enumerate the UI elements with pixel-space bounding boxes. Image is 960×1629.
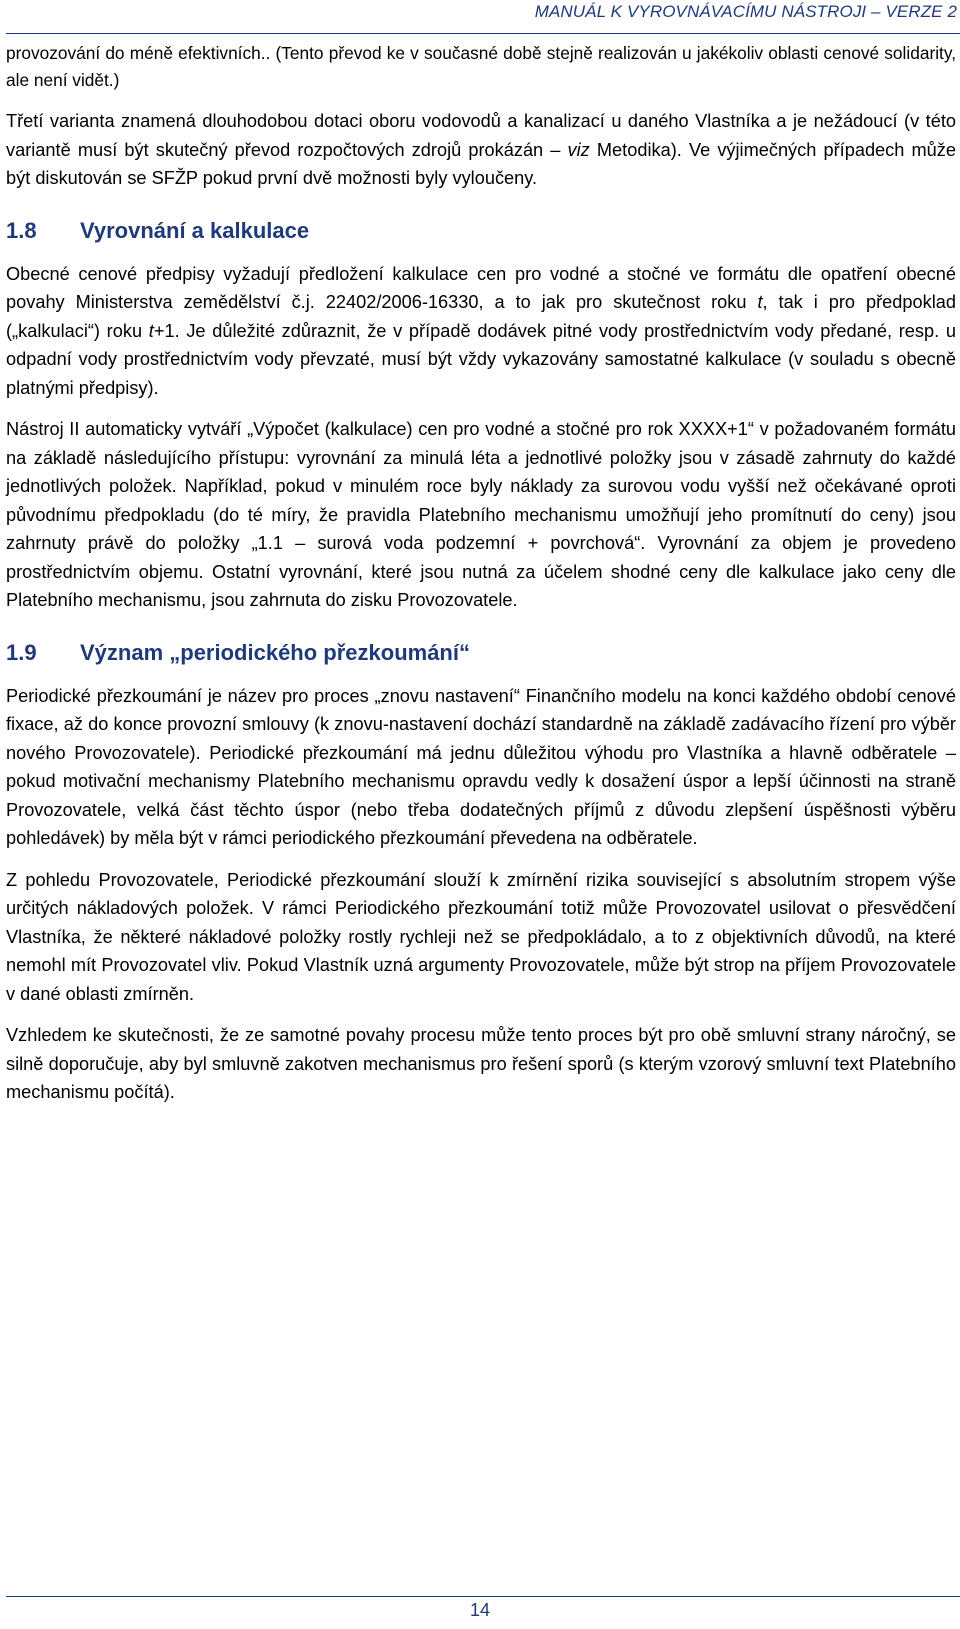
paragraph-operator-view: Z pohledu Provozovatele, Periodické přezkoumání slouží k zmírnění rizika související s absolutním stropem výše určitých nákladových položek. V rámci Periodického přezkoumání totiž může Provozovatel usilovat o přesvědčení Vlastníka, že některé nákladové položky rostly rychleji než se předpokládalo, a to z objektivních důvodů, na které nemohl mít Provozovatel vliv. Pokud Vlastník uzná argumenty Provozovatele, může být strop na příjem Provozovatele v dané oblasti zmírněn.: [6, 869, 956, 1004]
body-text: [6, 40, 956, 1120]
footer-rule: [6, 1596, 960, 1597]
paragraph-third-variant: [6, 107, 956, 193]
running-header: MANUÁL K VYROVNÁVACÍMU NÁSTROJI – VERZE 2: [534, 2, 957, 21]
section-title: Význam „periodického přezkoumání“: [80, 639, 470, 665]
paragraph-text: +1. Je důležité zdůraznit, že v případě dodávek pitné vody prostřednictvím vody předané, resp. u odpadní vody prostřednictvím vody převzaté, musí být vždy vykazovány samostatné kalkulace (v souladu s obecně platnými předpisy).: [6, 320, 956, 398]
section-number: 1.9: [6, 639, 37, 665]
italic-variable: t: [148, 320, 154, 341]
section-heading-1-9: [6, 638, 956, 668]
italic-variable: t: [757, 292, 763, 312]
paragraph-text: , tak i pro předpoklad („kalkulaci“) roku: [6, 292, 956, 341]
section-title: Vyrovnání a kalkulace: [80, 217, 310, 243]
page-number: 14: [469, 1600, 491, 1620]
paragraph-dispute-mechanism: Vzhledem ke skutečnosti, že ze samotné povahy procesu může tento proces být pro obě smluvní strany náročný, se silně doporučuje, aby byl smluvně zakotven mechanismus pro řešení sporů (s kterým vzorový smluvní text Platebního mechanismu počítá).: [6, 1025, 956, 1102]
section-number: 1.8: [6, 217, 37, 243]
paragraph-calculation-rules: [6, 260, 956, 403]
paragraph-text: Metodika). Ve výjimečných případech může být diskutován se SFŽP pokud první dvě možnosti byly vyloučeny.: [6, 139, 956, 188]
section-heading-1-8: [6, 216, 956, 246]
paragraph-text: Třetí varianta znamená dlouhodobou dotaci oboru vodovodů a kanalizací u daného Vlastníka a je nežádoucí (v této variantě musí být skutečný převod rozpočtových zdrojů prokázán –: [6, 111, 956, 160]
paragraph-periodic-review: Periodické přezkoumání je název pro proces „znovu nastavení“ Finančního modelu na konci každého období cenové fixace, až do konce provozní smlouvy (k znovu-nastavení dochází standardně na základě zadávacího řízení pro výběr nového Provozovatele). Periodické přezkoumání má jednu důležitou výhodu pro Vlastníka a hlavně odběratele – pokud motivační mechanismy Platebního mechanismu opravdu vedly k dosažení úspor a lepší účinnosti na straně Provozovatele, velká část těchto úspor (nebo třeba dodatečných příjmů z důvodu zlepšení úspěšnosti výběru pohledávek) by měla být v rámci periodického přezkoumání převedena na odběratele.: [6, 685, 956, 848]
header-rule: [6, 33, 960, 34]
paragraph-tool-ii: Nástroj II automaticky vytváří „Výpočet (kalkulace) cen pro vodné a stočné pro rok XXXX+1“ v požadovaném formátu na základě následujícího přístupu: vyrovnání za minulá léta a jednotlivé položky jsou v zásadě zahrnuty do každé jednotlivých položek. Například, pokud v minulém roce byly náklady za surovou vodu vyšší než očekávané oproti původnímu předpokladu (do té míry, že pravidla Platebního mechanismu umožňují jeho promítnutí do ceny) jsou zahrnuty právě do položky „1.1 – surová voda podzemní + povrchová“. Vyrovnání za objem je provedeno prostřednictvím objemu. Ostatní vyrovnání, které jsou nutná za účelem shodné ceny dle kalkulace jako ceny dle Platebního mechanismu, jsou zahrnuta do zisku Provozovatele.: [6, 419, 956, 610]
paragraph-text: Obecné cenové předpisy vyžadují předložení kalkulace cen pro vodné a stočné ve formátu dle opatření obecné povahy Ministerstva zemědělství č.j. 22402/2006-16330, a to jak pro skutečnost roku: [6, 263, 956, 312]
paragraph-italic: viz: [567, 139, 590, 160]
paragraph-continuation: provozování do méně efektivních.. (Tento převod ke v současné době stejně realizován u jakékoliv oblasti cenové solidarity, ale není vidět.): [6, 43, 956, 90]
